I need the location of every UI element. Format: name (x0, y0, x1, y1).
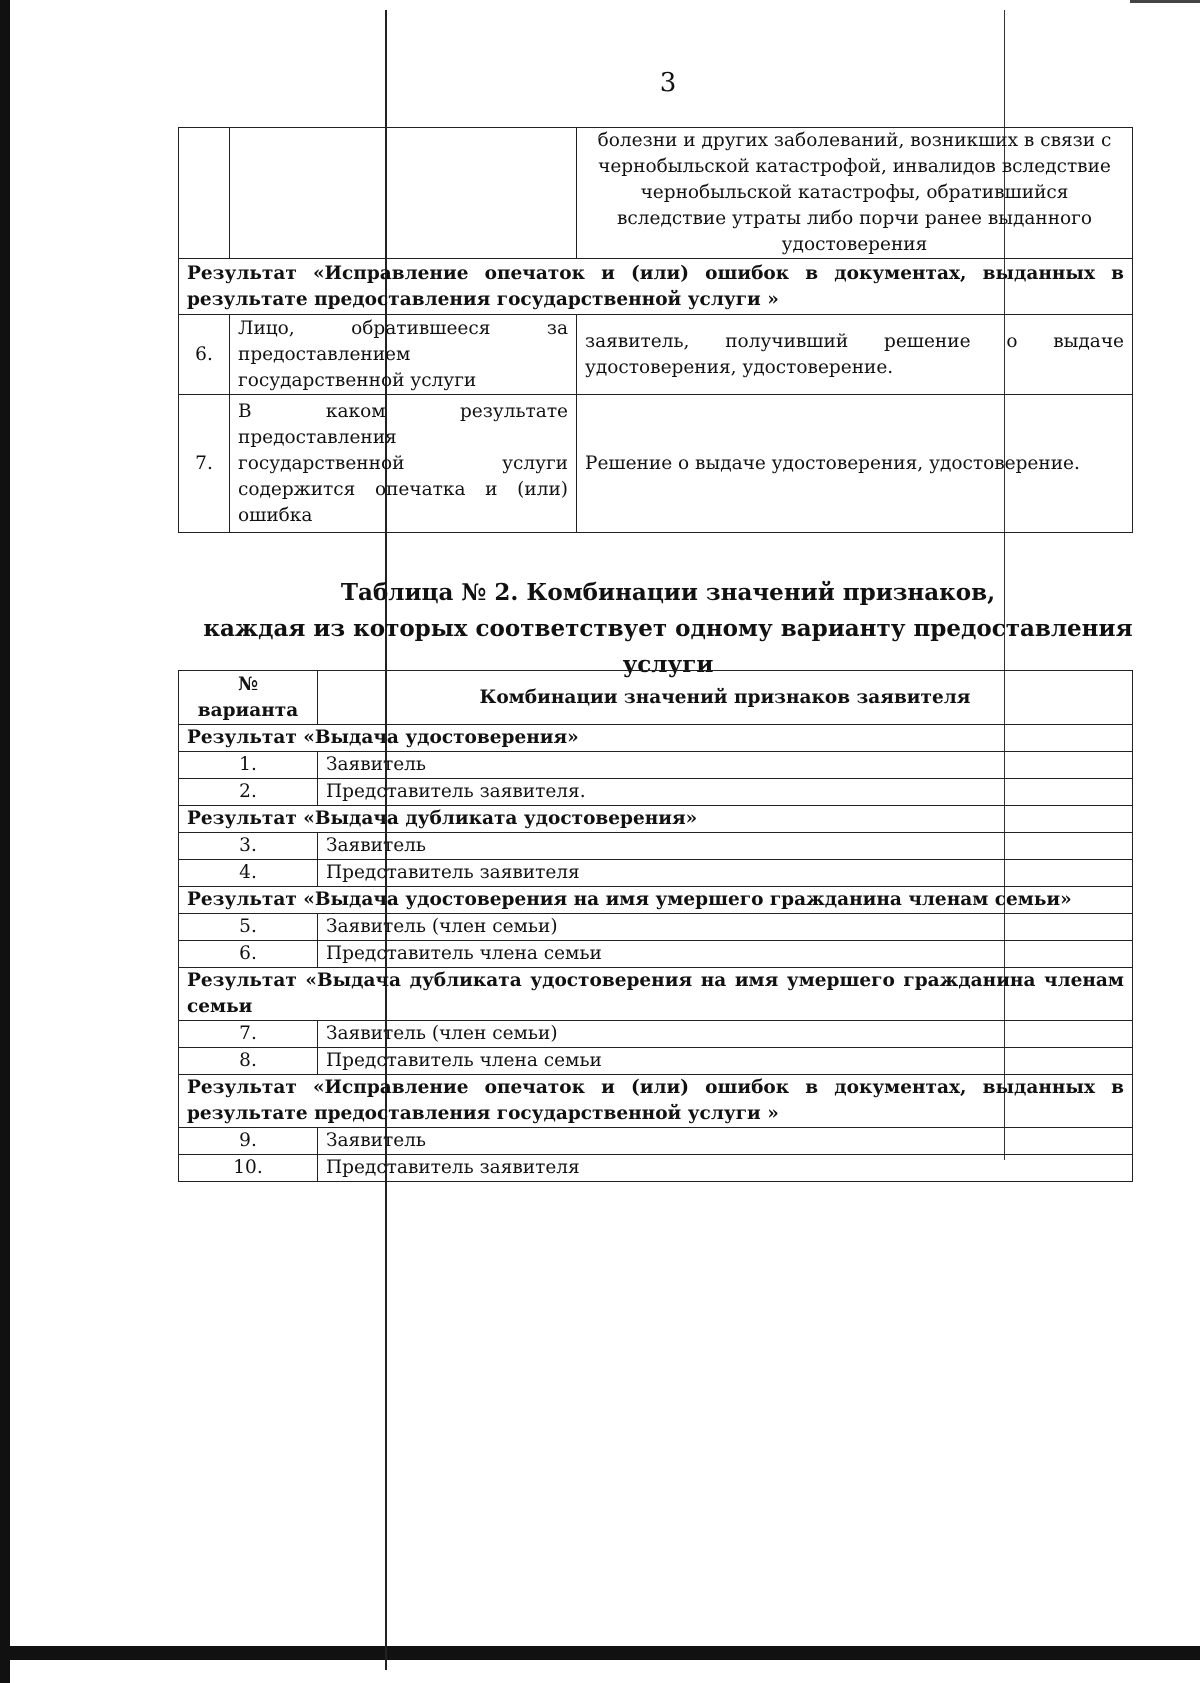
variant-description: Представитель заявителя (318, 1155, 1133, 1182)
variant-number: 1. (179, 752, 318, 779)
table-header-row (179, 671, 1133, 725)
variant-number: 7. (179, 1021, 318, 1048)
row-number (179, 128, 230, 259)
variant-description: Заявитель (318, 752, 1133, 779)
variant-number: 6. (179, 941, 318, 968)
result-group-title: Результат «Выдача дубликата удостоверения на имя умершего гражданина членам семьи (179, 968, 1133, 1021)
scan-bottom-border (0, 1646, 1200, 1660)
row-number: 6. (179, 315, 230, 395)
variant-number: 5. (179, 914, 318, 941)
criterion-answer: Решение о выдаче удостоверения, удостоверение. (577, 395, 1133, 533)
result-group-title: Результат «Исправление опечаток и (или) ошибок в документах, выданных в результате предоставления государственной услуги » (179, 259, 1133, 315)
table-row (179, 779, 1133, 806)
table-row (179, 1048, 1133, 1075)
table-row (179, 860, 1133, 887)
variant-description: Представитель члена семьи (318, 941, 1133, 968)
table-title: Таблица № 2. Комбинации значений признаков, каждая из которых соответствует одному варианту предоставления услуги (203, 579, 1133, 678)
table-row (179, 752, 1133, 779)
table-row (179, 315, 1133, 395)
page-number: 3 (659, 68, 677, 98)
criterion-question: Лицо, обратившееся за предоставлением государственной услуги (230, 315, 577, 395)
variant-number: 8. (179, 1048, 318, 1075)
result-group-title: Результат «Выдача удостоверения на имя умершего гражданина членам семьи» (179, 887, 1133, 914)
result-group-title: Результат «Выдача удостоверения» (179, 725, 1133, 752)
table-criteria (178, 127, 1133, 533)
result-group-row (179, 725, 1133, 752)
header-variant-number: № варианта (179, 671, 318, 725)
table-row (179, 395, 1133, 533)
row-number: 7. (179, 395, 230, 533)
variant-description: Представитель заявителя. (318, 779, 1133, 806)
table-variants (178, 670, 1133, 1182)
result-group-row (179, 887, 1133, 914)
table-row (179, 941, 1133, 968)
table-row (179, 914, 1133, 941)
criterion-answer: заявитель, получивший решение о выдаче удостоверения, удостоверение. (577, 315, 1133, 395)
variant-description: Заявитель (318, 833, 1133, 860)
header-combination: Комбинации значений признаков заявителя (318, 671, 1133, 725)
variant-description: Заявитель (член семьи) (318, 914, 1133, 941)
table-row (179, 1021, 1133, 1048)
result-group-row (179, 806, 1133, 833)
table-row (179, 833, 1133, 860)
result-group-title: Результат «Выдача дубликата удостоверения» (179, 806, 1133, 833)
criterion-question: В каком результате предоставления государственной услуги содержится опечатка и (или) ошибка (230, 395, 577, 533)
variant-description: Представитель заявителя (318, 860, 1133, 887)
result-group-row (179, 968, 1133, 1021)
variant-description: Заявитель (318, 1128, 1133, 1155)
variant-description: Заявитель (член семьи) (318, 1021, 1133, 1048)
criterion-question (230, 128, 577, 259)
result-group-title: Результат «Исправление опечаток и (или) ошибок в документах, выданных в результате предоставления государственной услуги » (179, 1075, 1133, 1128)
variant-description: Представитель члена семьи (318, 1048, 1133, 1075)
variant-number: 4. (179, 860, 318, 887)
variant-number: 3. (179, 833, 318, 860)
variant-number: 2. (179, 779, 318, 806)
table-row (179, 1155, 1133, 1182)
table-row (179, 1128, 1133, 1155)
variant-number: 9. (179, 1128, 318, 1155)
variant-number: 10. (179, 1155, 318, 1182)
result-group-row (179, 1075, 1133, 1128)
result-group-row (179, 259, 1133, 315)
scan-corner-mark (1130, 0, 1200, 3)
criterion-answer: болезни и других заболеваний, возникших в связи с чернобыльской катастрофой, инвалидов вследствие чернобыльской катастрофы, обратившийся вследствие утраты либо порчи ранее выданного удостоверения (577, 128, 1133, 259)
variants-body (179, 725, 1133, 1182)
scan-left-border (0, 0, 10, 1683)
table-row (179, 128, 1133, 259)
